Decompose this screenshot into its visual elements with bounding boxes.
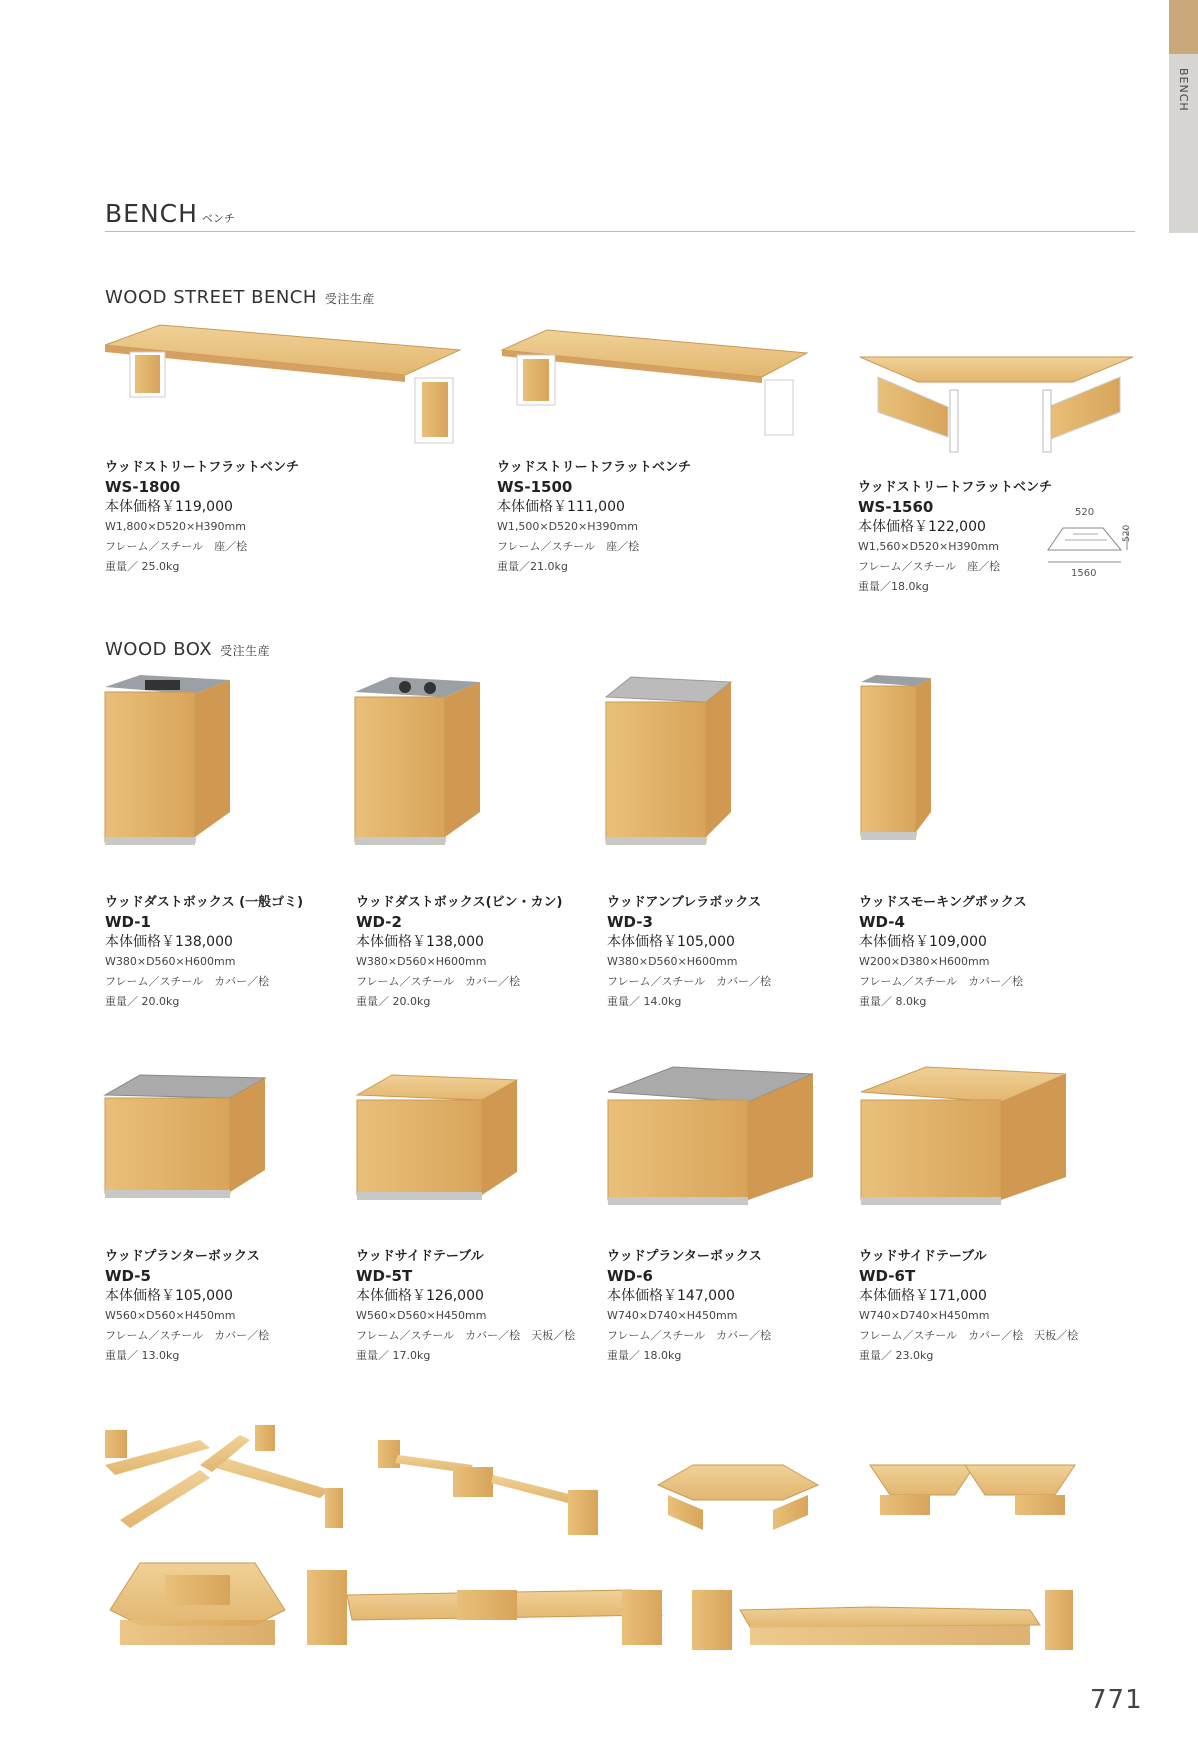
- product-code: WD-6T: [859, 1267, 916, 1285]
- box-photo-wd1: [100, 672, 235, 857]
- section-note: 受注生産: [324, 292, 375, 306]
- product-name: ウッドダストボックス (一般ゴミ): [105, 895, 304, 910]
- product-wd-1: [105, 893, 345, 1012]
- product-code: WD-1: [105, 913, 151, 931]
- product-name: ウッドストリートフラットベンチ: [497, 460, 691, 475]
- product-weight: 重量／18.0kg: [858, 580, 929, 593]
- side-index-tab[interactable]: [1169, 0, 1198, 233]
- layout-photo-long: [690, 1585, 1085, 1660]
- product-price: 本体価格￥105,000: [607, 934, 735, 950]
- product-price: 本体価格￥138,000: [105, 934, 233, 950]
- product-material: フレーム／スチール カバー／桧: [356, 975, 521, 988]
- ws1560-dimension-diagram: [1043, 500, 1133, 580]
- product-wd-2: [356, 893, 596, 1012]
- product-price: 本体価格￥111,000: [497, 499, 625, 515]
- product-code: WD-6: [607, 1267, 653, 1285]
- bench-photo-ws1560: [858, 352, 1138, 462]
- box-photo-wd5: [100, 1070, 270, 1210]
- side-tab-label: BENCH: [1177, 68, 1190, 112]
- product-size: W560×D560×H450mm: [356, 1309, 487, 1322]
- product-material: フレーム／スチール カバー／桧: [105, 975, 270, 988]
- product-code: WD-5: [105, 1267, 151, 1285]
- product-code: WD-4: [859, 913, 905, 931]
- product-weight: 重量／ 14.0kg: [607, 995, 682, 1008]
- product-material: フレーム／スチール カバー／桧: [607, 1329, 772, 1342]
- product-price: 本体価格￥138,000: [356, 934, 484, 950]
- product-name: ウッドプランターボックス: [607, 1249, 762, 1264]
- product-price: 本体価格￥147,000: [607, 1288, 735, 1304]
- product-size: W200×D380×H600mm: [859, 955, 990, 968]
- product-material: フレーム／スチール カバー／桧: [859, 975, 1024, 988]
- product-name: ウッドスモーキングボックス: [859, 895, 1027, 910]
- product-size: W1,500×D520×H390mm: [497, 520, 638, 533]
- section-wood-box: [105, 639, 270, 660]
- box-photo-wd5t: [352, 1070, 522, 1215]
- product-weight: 重量／ 13.0kg: [105, 1349, 180, 1362]
- page-title-en: BENCH: [105, 199, 198, 228]
- product-wd-4: [859, 893, 1099, 1012]
- product-weight: 重量／ 25.0kg: [105, 560, 180, 573]
- product-wd-6: [607, 1247, 847, 1366]
- layout-photo-combo: [302, 1555, 677, 1655]
- product-price: 本体価格￥119,000: [105, 499, 233, 515]
- layout-photo-cross: [100, 1410, 350, 1540]
- section-title: WOOD STREET BENCH: [105, 287, 317, 308]
- product-material: フレーム／スチール 座／桧: [497, 540, 640, 553]
- product-code: WD-3: [607, 913, 653, 931]
- box-photo-wd6t: [856, 1062, 1071, 1222]
- product-size: W380×D560×H600mm: [356, 955, 487, 968]
- product-size: W560×D560×H450mm: [105, 1309, 236, 1322]
- bench-photo-ws1800: [100, 320, 465, 460]
- dimension-bottom-label: 1560: [1071, 568, 1097, 579]
- product-material: フレーム／スチール 座／桧: [105, 540, 248, 553]
- dimension-top-label: 520: [1075, 507, 1095, 518]
- box-photo-wd6: [603, 1062, 818, 1222]
- product-price: 本体価格￥105,000: [105, 1288, 233, 1304]
- page-title-jp: ベンチ: [201, 212, 235, 225]
- product-size: W380×D560×H600mm: [105, 955, 236, 968]
- product-material: フレーム／スチール カバー／桧 天板／桧: [356, 1329, 576, 1342]
- side-tab-accent: [1169, 0, 1198, 54]
- section-note: 受注生産: [220, 644, 271, 658]
- product-ws-1800: [105, 458, 345, 577]
- product-name: ウッドサイドテーブル: [356, 1249, 484, 1264]
- product-material: フレーム／スチール カバー／桧: [105, 1329, 270, 1342]
- product-name: ウッドストリートフラットベンチ: [105, 460, 299, 475]
- product-name: ウッドストリートフラットベンチ: [858, 480, 1052, 495]
- product-weight: 重量／ 18.0kg: [607, 1349, 682, 1362]
- product-weight: 重量／ 8.0kg: [859, 995, 927, 1008]
- product-material: フレーム／スチール 座／桧: [858, 560, 1001, 573]
- product-wd-5: [105, 1247, 345, 1366]
- product-wd-3: [607, 893, 847, 1012]
- box-photo-wd2: [350, 672, 485, 857]
- product-wd-6t: [859, 1247, 1109, 1366]
- product-code: WS-1500: [497, 478, 573, 496]
- product-price: 本体価格￥126,000: [356, 1288, 484, 1304]
- product-size: W1,800×D520×H390mm: [105, 520, 246, 533]
- page-number: 771: [1090, 1685, 1143, 1715]
- product-code: WS-1560: [858, 498, 934, 516]
- product-size: W740×D740×H450mm: [859, 1309, 990, 1322]
- product-size: W380×D560×H600mm: [607, 955, 738, 968]
- section-wood-street-bench: [105, 287, 375, 308]
- product-weight: 重量／21.0kg: [497, 560, 568, 573]
- product-ws-1500: [497, 458, 737, 577]
- product-weight: 重量／ 17.0kg: [356, 1349, 431, 1362]
- section-title: WOOD BOX: [105, 639, 213, 660]
- product-code: WS-1800: [105, 478, 181, 496]
- product-wd-5t: [356, 1247, 606, 1366]
- product-code: WD-5T: [356, 1267, 413, 1285]
- layout-photo-square: [105, 1555, 290, 1655]
- product-price: 本体価格￥109,000: [859, 934, 987, 950]
- box-photo-wd4: [856, 672, 936, 857]
- product-material: フレーム／スチール カバー／桧 天板／桧: [859, 1329, 1079, 1342]
- product-weight: 重量／ 23.0kg: [859, 1349, 934, 1362]
- product-size: W1,560×D520×H390mm: [858, 540, 999, 553]
- layout-photo-zigzag: [865, 1455, 1080, 1540]
- page-title: [105, 199, 235, 228]
- product-size: W740×D740×H450mm: [607, 1309, 738, 1322]
- product-price: 本体価格￥122,000: [858, 519, 986, 535]
- product-material: フレーム／スチール カバー／桧: [607, 975, 772, 988]
- product-code: WD-2: [356, 913, 402, 931]
- product-weight: 重量／ 20.0kg: [356, 995, 431, 1008]
- product-name: ウッドダストボックス(ビン・カン): [356, 895, 563, 910]
- dimension-side-label: 520: [1122, 524, 1132, 542]
- bench-photo-ws1500: [497, 325, 812, 445]
- product-name: ウッドアンブレラボックス: [607, 895, 762, 910]
- product-name: ウッドプランターボックス: [105, 1249, 260, 1264]
- layout-photo-curve: [653, 1455, 823, 1540]
- box-photo-wd3: [601, 672, 736, 857]
- product-price: 本体価格￥171,000: [859, 1288, 987, 1304]
- title-divider: [105, 231, 1135, 232]
- layout-photo-line: [373, 1435, 613, 1545]
- product-weight: 重量／ 20.0kg: [105, 995, 180, 1008]
- product-name: ウッドサイドテーブル: [859, 1249, 987, 1264]
